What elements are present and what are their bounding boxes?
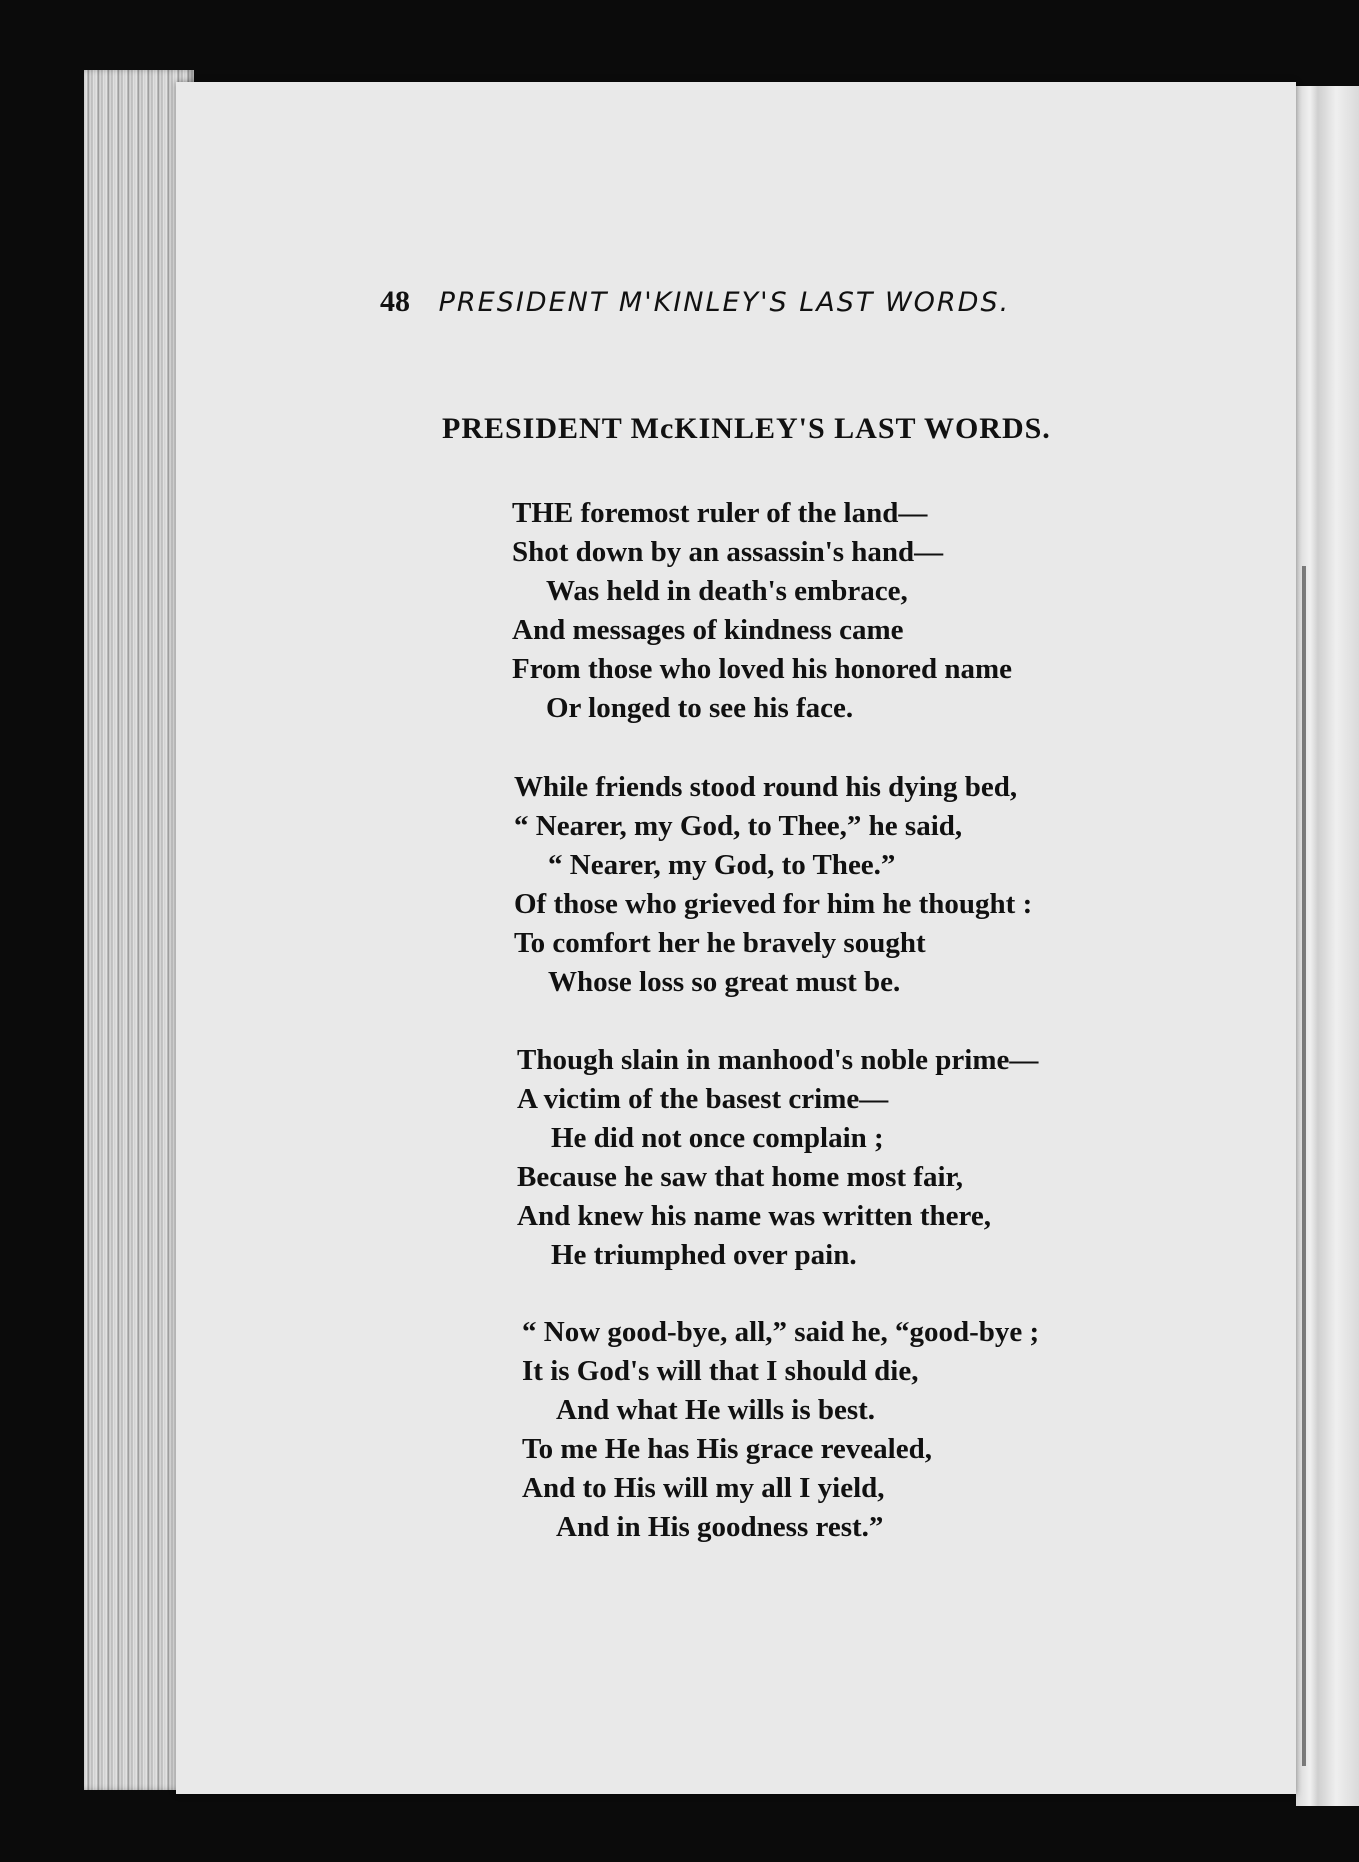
poem-line: And messages of kindness came bbox=[512, 614, 904, 646]
running-head bbox=[380, 285, 1010, 319]
poem-line: And what He wills is best. bbox=[556, 1394, 876, 1426]
poem-line: He did not once complain ; bbox=[551, 1122, 884, 1154]
poem-line: And knew his name was written there, bbox=[517, 1200, 991, 1232]
poem-line: THE foremost ruler of the land— bbox=[512, 497, 928, 529]
poem-line: And in His goodness rest.” bbox=[556, 1511, 884, 1543]
poem-line: “ Nearer, my God, to Thee,” he said, bbox=[514, 810, 963, 842]
poem-line: Or longed to see his face. bbox=[546, 692, 854, 724]
stanza-1 bbox=[512, 494, 1012, 728]
poem-line: To me He has His grace revealed, bbox=[522, 1433, 932, 1465]
poem-line: A victim of the basest crime— bbox=[517, 1083, 889, 1115]
facing-page-edge bbox=[1296, 86, 1359, 1806]
poem-line: Was held in death's embrace, bbox=[546, 575, 908, 607]
poem-line: “ Nearer, my God, to Thee.” bbox=[548, 849, 896, 881]
poem-line: Though slain in manhood's noble prime— bbox=[517, 1044, 1039, 1076]
poem-line: “ Now good-bye, all,” said he, “good-bye ; bbox=[522, 1316, 1040, 1348]
poem-line: It is God's will that I should die, bbox=[522, 1355, 919, 1387]
poem-line: While friends stood round his dying bed, bbox=[514, 771, 1018, 803]
poem-line: To comfort her he bravely sought bbox=[514, 927, 926, 959]
page-number: 48 bbox=[380, 285, 410, 318]
poem-line: Whose loss so great must be. bbox=[548, 966, 901, 998]
poem-line: Because he saw that home most fair, bbox=[517, 1161, 963, 1193]
stanza-4 bbox=[522, 1313, 1039, 1547]
poem-line: Shot down by an assassin's hand— bbox=[512, 536, 944, 568]
poem-line: From those who loved his honored name bbox=[512, 653, 1013, 685]
stanza-3 bbox=[517, 1041, 1038, 1275]
poem-line: He triumphed over pain. bbox=[551, 1239, 857, 1271]
poem-line: And to His will my all I yield, bbox=[522, 1472, 885, 1504]
stanza-2 bbox=[514, 768, 1032, 1002]
poem-title: PRESIDENT McKINLEY'S LAST WORDS. bbox=[442, 412, 1051, 445]
running-head-title: PRESIDENT M'KINLEY'S LAST WORDS. bbox=[438, 287, 1011, 318]
poem-line: Of those who grieved for him he thought : bbox=[514, 888, 1033, 920]
